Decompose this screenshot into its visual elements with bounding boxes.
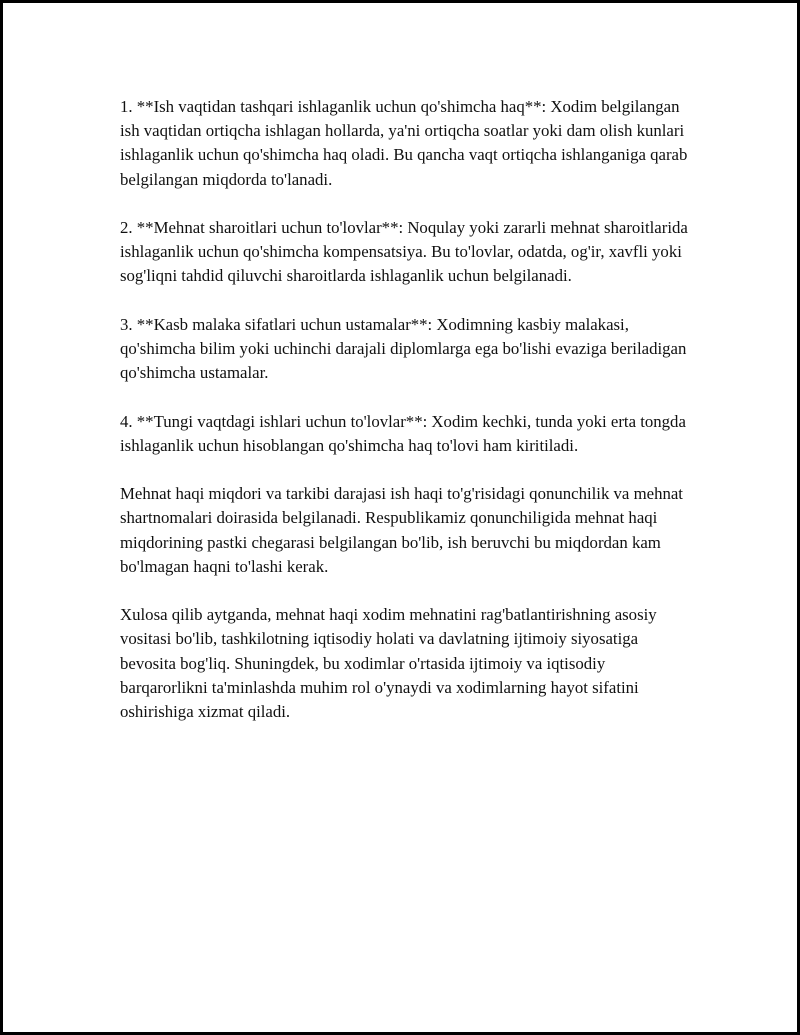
paragraph-overtime-pay: 1. **Ish vaqtidan tashqari ishlaganlik uchun qo'shimcha haq**: Xodim belgilangan ish vaqtidan ortiqcha ishlagan hollarda, ya'ni ortiqcha soatlar yoki dam olish kunlari ishlaganlik uchun qo'shimcha haq oladi. Bu qancha vaqt ortiqcha ishlanganiga qarab belgilangan miqdorda to'lanadi.: [120, 97, 688, 189]
paragraph-working-conditions: 2. **Mehnat sharoitlari uchun to'lovlar**: Noqulay yoki zararli mehnat sharoitlarida ishlaganlik uchun qo'shimcha kompensatsiya. Bu to'lovlar, odatda, og'ir, xavfli yoki sog'liqni tahdid qiluvchi sharoitlarda ishlaganlik uchun belgilanadi.: [120, 218, 688, 286]
paragraph-qualification-bonuses: 3. **Kasb malaka sifatlari uchun ustamalar**: Xodimning kasbiy malakasi, qo'shimcha bilim yoki uchinchi darajali diplomlarga ega bo'lishi evaziga beriladigan qo'shimcha ustamalar.: [120, 314, 687, 383]
document-body: [120, 95, 695, 748]
paragraph-wage-regulation: Mehnat haqi miqdori va tarkibi darajasi ish haqi to'g'risidagi qonunchilik va mehnat shartnomalari doirasida belgilanadi. Respublikamiz qonunchiligida mehnat haqi miqdorining pastki chegarasi belgilangan bo'lib, ish beruvchi bu miqdordan kam bo'lmagan haqni to'lashi kerak.: [120, 484, 683, 576]
paragraph-night-work: 4. **Tungi vaqtdagi ishlari uchun to'lovlar**: Xodim kechki, tunda yoki erta tongda ishlaganlik uchun hisoblangan qo'shimcha haq to'lovi ham kiritiladi.: [120, 411, 686, 455]
paragraph-conclusion: Xulosa qilib aytganda, mehnat haqi xodim mehnatini rag'batlantirishning asosiy vositasi bo'lib, tashkilotning iqtisodiy holati va davlatning ijtimoiy siyosatiga bevosita bog'liq. Shuningdek, bu xodimlar o'rtasida ijtimoiy va iqtisodiy barqarorlikni ta'minlashda muhim rol o'ynaydi va xodimlarning hayot sifatini oshirishiga xizmat qiladi.: [120, 605, 657, 721]
